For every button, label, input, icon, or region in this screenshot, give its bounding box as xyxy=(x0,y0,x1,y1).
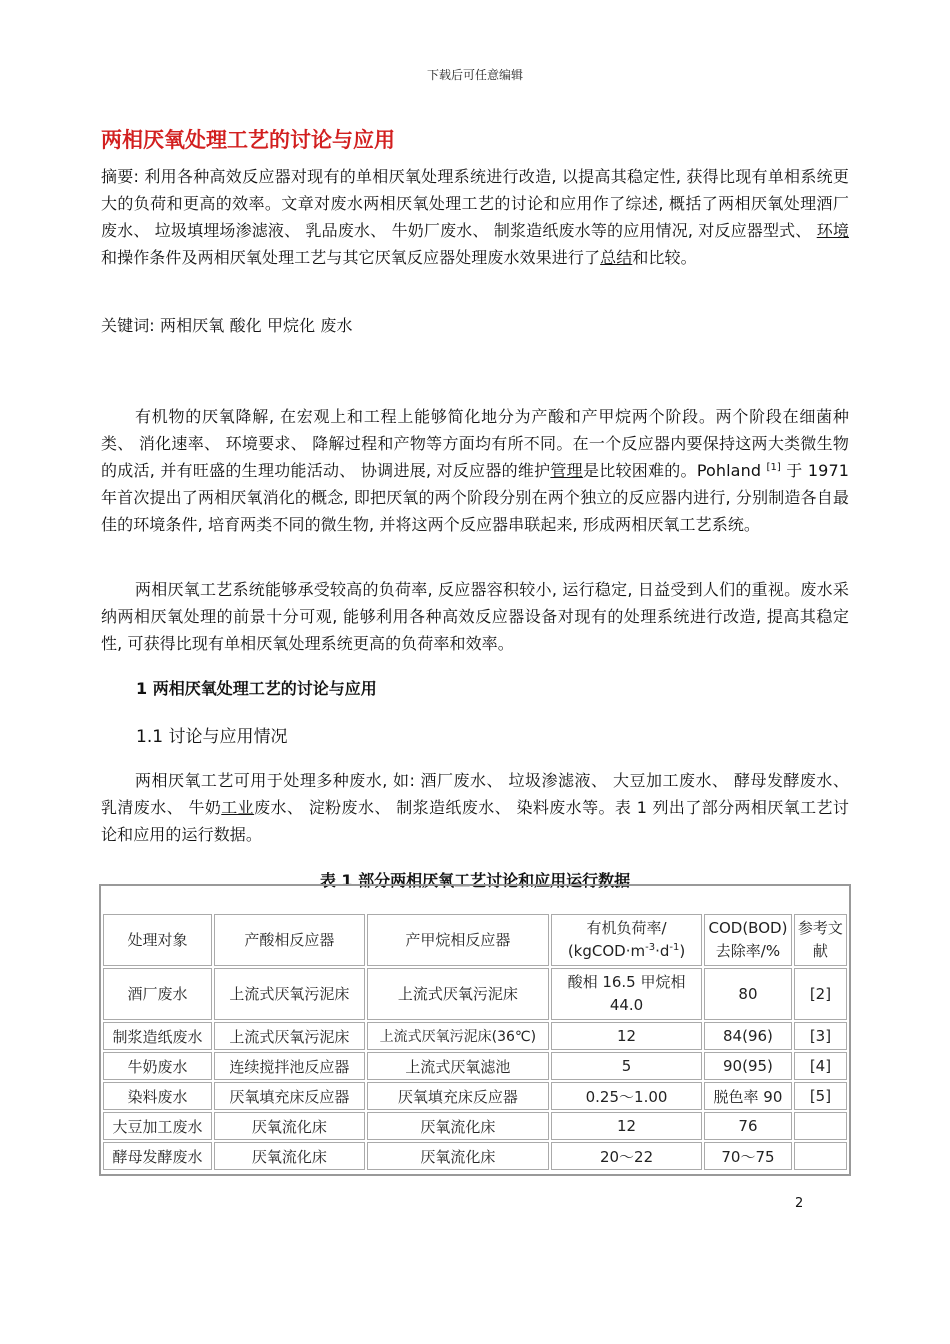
link-summary[interactable]: 总结 xyxy=(600,248,633,267)
keywords: 关键词: 两相厌氧 酸化 甲烷化 废水 xyxy=(101,316,353,335)
third-text: 两相厌氧工艺可用于处理多种废水, 如: 酒厂废水、 垃圾渗滤液、 大豆加工废水、 酵母发酵废水、 乳清废水、 牛奶 xyxy=(101,771,849,817)
table-caption: 表 1 部分两相厌氧工艺讨论和应用运行数据 xyxy=(319,871,631,890)
table-row xyxy=(103,1112,847,1140)
cell-target: 酵母发酵废水 xyxy=(103,1142,212,1170)
intro-text: 有机物的厌氧降解, 在宏观上和工程上能够简化地分为产酸和产甲烷两个阶段。两个阶段在细菌种类、 消化速率、 环境要求、 降解过程和产物等方面均有所不同。在一个反应器内要保持这两大类微生物的成活, 并有旺盛的生理功能活动、 协调进展, 对反应器的维护 xyxy=(101,407,849,480)
cell-methane: 厌氧填充床反应器 xyxy=(367,1082,549,1110)
cell-removal: 76 xyxy=(704,1112,792,1140)
cell-target: 大豆加工废水 xyxy=(103,1112,212,1140)
cell-target: 染料废水 xyxy=(103,1082,212,1110)
table-row xyxy=(103,1052,847,1080)
cell-acid: 厌氧填充床反应器 xyxy=(214,1082,365,1110)
header-removal: COD(BOD) 去除率/% xyxy=(704,914,792,966)
cell-load: 20～22 xyxy=(551,1142,702,1170)
page-header: 下载后可任意编辑 xyxy=(426,68,523,82)
cell-load: 酸相 16.5 甲烷相 44.0 xyxy=(551,968,702,1020)
cell-removal: 90(95) xyxy=(704,1052,792,1080)
header-target: 处理对象 xyxy=(103,914,212,966)
header-load: 有机负荷率/ $(kgCOD\cdot m^{-3}\cdot d^{-1})$ xyxy=(551,914,702,966)
page-number: 2 xyxy=(795,1196,804,1211)
cell-acid: 厌氧流化床 xyxy=(214,1112,365,1140)
cell-methane: 上流式厌氧污泥床 xyxy=(367,968,549,1020)
header-methane-reactor: 产甲烷相反应器 xyxy=(367,914,549,966)
intro-paragraph xyxy=(101,403,849,538)
cell-reference: [3] xyxy=(794,1022,847,1050)
intro-text-3: 于 1971 年首次提出了两相厌氧消化的概念, 即把厌氧的两个阶段分别在两个独立的反应器内进行, 分别制造各自最佳的环境条件, 培育两类不同的微生物, 并将这两个反应器串联起来, 形成两相厌氧工艺系统。 xyxy=(101,461,850,534)
table-row xyxy=(103,968,847,1020)
data-table xyxy=(101,912,849,1172)
cell-load: 0.25～1.00 xyxy=(551,1082,702,1110)
header-reference: 参考文 献 xyxy=(794,914,847,966)
cell-reference: [2] xyxy=(794,968,847,1020)
abstract-text-2: 和操作条件及两相厌氧处理工艺与其它厌氧反应器处理废水效果进行了 xyxy=(101,248,601,267)
cell-acid: 连续搅拌池反应器 xyxy=(214,1052,365,1080)
third-paragraph xyxy=(101,767,849,848)
cell-target: 牛奶废水 xyxy=(103,1052,212,1080)
cell-reference xyxy=(794,1142,847,1170)
cell-reference xyxy=(794,1112,847,1140)
section-heading-1-1: 1.1 讨论与应用情况 xyxy=(136,727,288,747)
cell-load: 5 xyxy=(551,1052,702,1080)
cell-acid: 厌氧流化床 xyxy=(214,1142,365,1170)
cell-removal: 脱色率 90 xyxy=(704,1082,792,1110)
link-environment[interactable]: 环境 xyxy=(816,221,849,240)
cell-load: 12 xyxy=(551,1022,702,1050)
table-row xyxy=(103,1022,847,1050)
cell-load: 12 xyxy=(551,1112,702,1140)
cell-target: 酒厂废水 xyxy=(103,968,212,1020)
cell-acid: 上流式厌氧污泥床 xyxy=(214,968,365,1020)
intro-text-2: 是比较困难的。Pohland xyxy=(582,461,767,480)
abstract-text-3: 和比较。 xyxy=(632,248,697,267)
cell-removal: 70～75 xyxy=(704,1142,792,1170)
cell-acid: 上流式厌氧污泥床 xyxy=(214,1022,365,1050)
cell-methane: 厌氧流化床 xyxy=(367,1112,549,1140)
link-industry[interactable]: 工业 xyxy=(221,798,255,817)
abstract-paragraph xyxy=(101,163,849,271)
cell-methane: 上流式厌氧污泥床(36℃) xyxy=(367,1022,549,1050)
cell-reference: [4] xyxy=(794,1052,847,1080)
cell-methane: 厌氧流化床 xyxy=(367,1142,549,1170)
citation-1: [1] xyxy=(766,462,781,473)
table-row xyxy=(103,1142,847,1170)
table-header-row xyxy=(103,914,847,966)
table-row xyxy=(103,1082,847,1110)
section-heading-1: 1 两相厌氧处理工艺的讨论与应用 xyxy=(136,679,377,698)
abstract-text: 摘要: 利用各种高效反应器对现有的单相厌氧处理系统进行改造, 以提高其稳定性, 获得比现有单相系统更大的负荷和更高的效率。文章对废水两相厌氧处理工艺的讨论和应用作了综述, 概括了两相厌氧处理酒厂废水、 垃圾填埋场渗滤液、 乳品废水、 牛奶厂废水、 制浆造纸废水等的应用情况, 对反应器型式、 xyxy=(101,167,849,240)
cell-reference: [5] xyxy=(794,1082,847,1110)
cell-removal: 80 xyxy=(704,968,792,1020)
cell-removal: 84(96) xyxy=(704,1022,792,1050)
link-management[interactable]: 管理 xyxy=(550,461,583,480)
cell-methane: 上流式厌氧滤池 xyxy=(367,1052,549,1080)
document-title: 两相厌氧处理工艺的讨论与应用 xyxy=(101,127,395,152)
second-paragraph: 两相厌氧工艺系统能够承受较高的负荷率, 反应器容积较小, 运行稳定, 日益受到人们的重视。废水采纳两相厌氧处理的前景十分可观, 能够利用各种高效反应器设备对现有的处理系统进行改造, 提高其稳定性, 可获得比现有单相厌氧处理系统更高的负荷率和效率。 xyxy=(101,580,849,653)
third-text-2: 废水、 淀粉废水、 制浆造纸废水、 染料废水等。表 1 列出了部分两相厌氧工艺讨论和应用的运行数据。 xyxy=(101,798,849,844)
header-acid-reactor: 产酸相反应器 xyxy=(214,914,365,966)
cell-target: 制浆造纸废水 xyxy=(103,1022,212,1050)
